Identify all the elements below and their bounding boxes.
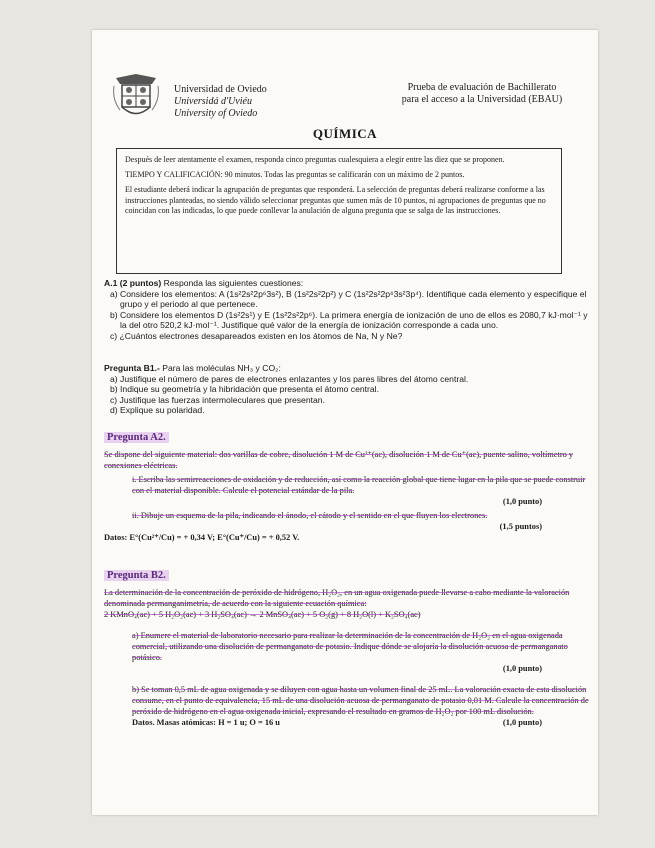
question-a1 xyxy=(104,278,592,341)
question-b2-b: b) Se toman 0,5 mL de agua oxigenada y se diluyen con agua hasta un volumen final de 25 mL. La valoración exacta de esta disolución consume, en el punto de equivalencia, 15 mL de una disolución acuosa de permanganato de potasio 0,01 M. Calcule la concentración de peróxido de hidrógeno en el agua oxigenada inicial, expresando el resultado en gramos de H₂O₂ por 100 mL disolución. xyxy=(132,685,589,716)
question-a1-a: a) Considere los elementos: A (1s²2s²2p⁶3s²), B (1s²2s²2p²) y C (1s²2s²2p⁶3s²3p⁴). Identifique cada elemento y especifique el grupo y el periodo al que pertenece. xyxy=(110,288,587,309)
exam-line-1: Prueba de evaluación de Bachillerato xyxy=(407,82,557,93)
question-b1 xyxy=(104,363,592,416)
question-b2-footer xyxy=(104,717,592,728)
exam-line-2: para el acceso a la Universidad (EBAU) xyxy=(401,94,563,105)
university-seal-icon xyxy=(112,72,160,122)
question-a2-head: Pregunta A2. xyxy=(104,432,169,443)
question-a1-b: b) Considere los elementos D (1s²2s¹) y E (1s²2s²2p⁶). La primera energía de ionización de uno de ellos es 2080,7 kJ·mol⁻¹ y la del otro 520,2 kJ·mol⁻¹. Justifique qué valor de la energía de ionización corresponde a cada uno. xyxy=(110,309,588,330)
question-b1-a: a) Justifique el número de pares de electrones enlazantes y los pares libres del átomo central. xyxy=(110,373,469,384)
question-a2-datos: Datos: E°(Cu²⁺/Cu) = + 0,34 V; E°(Cu⁺/Cu) = + 0,52 V. xyxy=(104,533,300,542)
question-b1-c: c) Justifique las fuerzas intermoleculares que presentan. xyxy=(110,394,325,405)
university-name xyxy=(174,84,267,120)
question-b1-d: d) Explique su polaridad. xyxy=(110,405,205,415)
question-b2-datos: Datos. Masas atómicas: H = 1 u; O = 16 u xyxy=(132,718,280,727)
question-a2-ii: ii. Dibuje un esquema de la pila, indicando el ánodo, el cátodo y el sentido en el que fluyen los electrones. xyxy=(132,511,488,520)
university-en: University of Oviedo xyxy=(174,108,258,119)
question-a1-intro: Responda las siguientes cuestiones: xyxy=(161,278,304,288)
question-b2-b-points: (1,0 punto) xyxy=(502,718,542,727)
question-a1-c: c) ¿Cuántos electrones desapareados existen en los átomos de Na, N y Ne? xyxy=(110,330,403,341)
university-es: Universidad de Oviedo xyxy=(174,84,267,95)
question-b2-intro: La determinación de la concentración de peróxido de hidrógeno, H₂O₂, en un agua oxigenada puede llevarse a cabo mediante la valoración denominada permanganimetría, de acuerdo con la siguiente ecuación química: xyxy=(104,588,570,608)
question-b2 xyxy=(104,570,592,728)
subject-title: QUÍMICA xyxy=(312,126,378,141)
question-b1-head: Pregunta B1.- xyxy=(104,363,160,373)
question-a2-ii-points: (1,5 puntos) xyxy=(499,522,542,531)
question-b2-a-points: (1,0 punto) xyxy=(502,664,542,673)
question-b1-b: b) Indique su geometría y la hibridación que presenta el átomo central. xyxy=(110,384,379,394)
question-a2-i-points: (1,0 punto) xyxy=(502,497,542,506)
instructions-p2: TIEMPO Y CALIFICACIÓN: 90 minutos. Todas las preguntas se calificarán con un máximo de 2 puntos. xyxy=(125,170,465,180)
exam-sheet xyxy=(92,30,598,815)
question-b2-equation: 2 KMnO₄(ac) + 5 H₂O₂(ac) + 3 H₂SO₄(ac) → 2 MnSO₄(ac) + 5 O₂(g) + 8 H₂O(l) + K₂SO₄(ac) xyxy=(104,610,421,619)
university-ast: Universidá d'Uviéu xyxy=(174,96,252,107)
instructions-p3: El estudiante deberá indicar la agrupación de preguntas que responderá. La selección de preguntas deberá realizarse conforme a las instrucciones planteadas, no siendo válido seleccionar preguntas que sumen más de 10 puntos, ni agrupaciones de preguntas que no coincidan con las indicadas, lo que puede conllevar la anulación de alguna pregunta que se salga de las instrucciones. xyxy=(125,185,546,215)
question-a1-head: A.1 (2 puntos) xyxy=(104,278,162,288)
question-b2-a: a) Enumere el material de laboratorio necesario para realizar la determinación de la concentración de H₂O₂ en el agua oxigenada comercial, utilizando una disolución de permanganato de potasio. Indique dónde se alojaría la disolución acuosa de permanganato potásico. xyxy=(132,631,568,662)
question-b1-intro: Para las moléculas NH₃ y CO₂: xyxy=(159,363,281,373)
question-a2-i: i. Escriba las semirreacciones de oxidación y de reducción, así como la reacción global que tiene lugar en la pila que se puede construir con el material disponible. Calcule el potencial estándar de la pila. xyxy=(132,475,586,495)
question-b2-head: Pregunta B2. xyxy=(104,570,169,581)
question-a2-intro: Se dispone del siguiente material: dos varillas de cobre, disolución 1 M de Cu²⁺(ac), disolución 1 M de Cu⁺(ac), puente salino, voltímetro y conexiones eléctricas. xyxy=(104,450,574,470)
question-a2 xyxy=(104,432,592,543)
exam-name xyxy=(392,82,572,106)
instructions-p1: Después de leer atentamente el examen, responda cinco preguntas cualesquiera a elegir entre las diez que se proponen. xyxy=(125,155,505,164)
instructions-box xyxy=(116,148,562,274)
